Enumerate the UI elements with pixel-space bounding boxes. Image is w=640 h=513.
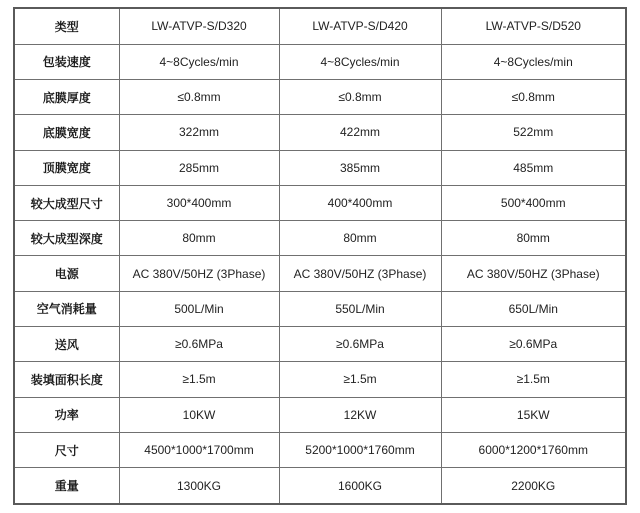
row-value: 80mm [119, 221, 279, 256]
row-value: AC 380V/50HZ (3Phase) [441, 256, 626, 291]
row-label: 较大成型深度 [14, 221, 119, 256]
table-row [14, 397, 626, 432]
table-row [14, 432, 626, 467]
table-row [14, 291, 626, 326]
row-value: 4~8Cycles/min [119, 44, 279, 79]
row-value: 80mm [441, 221, 626, 256]
row-value: ≥0.6MPa [119, 327, 279, 362]
row-label: 空气消耗量 [14, 291, 119, 326]
row-value: 322mm [119, 115, 279, 150]
row-value: 522mm [441, 115, 626, 150]
row-value: ≤0.8mm [441, 80, 626, 115]
table-row [14, 115, 626, 150]
row-value: ≥1.5m [119, 362, 279, 397]
row-value: 15KW [441, 397, 626, 432]
row-label: 电源 [14, 256, 119, 291]
row-value: 1300KG [119, 468, 279, 504]
row-value: ≤0.8mm [119, 80, 279, 115]
row-value: 650L/Min [441, 291, 626, 326]
row-value: LW-ATVP-S/D420 [279, 8, 441, 44]
row-value: 285mm [119, 150, 279, 185]
row-value: 385mm [279, 150, 441, 185]
row-value: LW-ATVP-S/D320 [119, 8, 279, 44]
row-value: 80mm [279, 221, 441, 256]
row-label: 底膜厚度 [14, 80, 119, 115]
row-value: ≥1.5m [279, 362, 441, 397]
row-value: 485mm [441, 150, 626, 185]
table-row [14, 327, 626, 362]
row-value: 4~8Cycles/min [441, 44, 626, 79]
row-label: 功率 [14, 397, 119, 432]
row-value: 500*400mm [441, 185, 626, 220]
row-value: ≥0.6MPa [279, 327, 441, 362]
row-label: 尺寸 [14, 432, 119, 467]
table-row [14, 256, 626, 291]
row-value: 422mm [279, 115, 441, 150]
table-row [14, 150, 626, 185]
row-value: ≤0.8mm [279, 80, 441, 115]
table-row [14, 185, 626, 220]
row-label: 类型 [14, 8, 119, 44]
spec-table [13, 7, 627, 505]
row-value: 550L/Min [279, 291, 441, 326]
row-value: ≥0.6MPa [441, 327, 626, 362]
row-label: 底膜宽度 [14, 115, 119, 150]
row-value: 500L/Min [119, 291, 279, 326]
spec-table-body [14, 8, 626, 504]
row-value: 400*400mm [279, 185, 441, 220]
table-row [14, 8, 626, 44]
row-label: 装填面积长度 [14, 362, 119, 397]
row-value: ≥1.5m [441, 362, 626, 397]
row-value: AC 380V/50HZ (3Phase) [279, 256, 441, 291]
row-label: 送风 [14, 327, 119, 362]
table-row [14, 221, 626, 256]
row-value: 300*400mm [119, 185, 279, 220]
row-value: AC 380V/50HZ (3Phase) [119, 256, 279, 291]
row-label: 包装速度 [14, 44, 119, 79]
row-label: 较大成型尺寸 [14, 185, 119, 220]
row-value: LW-ATVP-S/D520 [441, 8, 626, 44]
row-value: 1600KG [279, 468, 441, 504]
table-row [14, 468, 626, 504]
row-value: 4500*1000*1700mm [119, 432, 279, 467]
row-value: 4~8Cycles/min [279, 44, 441, 79]
row-value: 5200*1000*1760mm [279, 432, 441, 467]
row-value: 10KW [119, 397, 279, 432]
table-row [14, 362, 626, 397]
row-value: 2200KG [441, 468, 626, 504]
row-value: 12KW [279, 397, 441, 432]
row-label: 重量 [14, 468, 119, 504]
table-row [14, 80, 626, 115]
row-value: 6000*1200*1760mm [441, 432, 626, 467]
row-label: 顶膜宽度 [14, 150, 119, 185]
table-row [14, 44, 626, 79]
